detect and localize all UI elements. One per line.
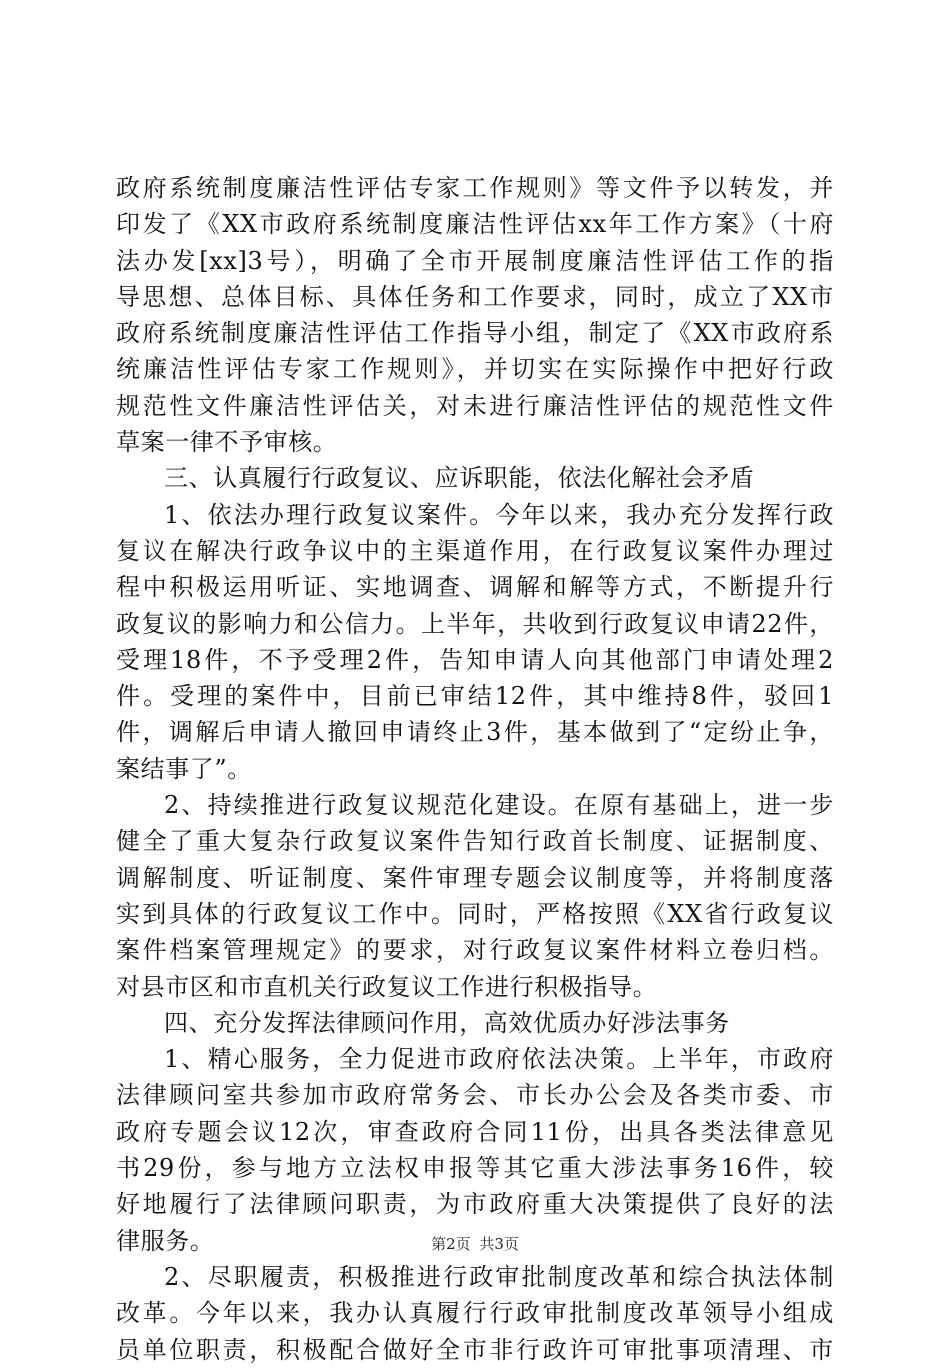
text-line: 法律顾问室共参加市政府常务会、市长办公会及各类市委、市 <box>116 1081 834 1110</box>
text-line: 法办发[xx]3号），明确了全市开展制度廉洁性评估工作的指 <box>116 246 834 275</box>
text-line: 政复议的影响力和公信力。上半年，共收到行政复议申请22件， <box>116 609 834 638</box>
text-line: 员单位职责，积极配合做好全市非行政许可审批事项清理、市 <box>116 1335 834 1364</box>
text-line: 改革。今年以来，我办认真履行行政审批制度改革领导小组成 <box>116 1299 834 1328</box>
text-line: 2、持续推进行政复议规范化建设。在原有基础上，进一步 <box>164 791 834 820</box>
page-number: 第2页 <box>431 1235 471 1253</box>
text-line: 统廉洁性评估专家工作规则》，并切实在实际操作中把好行政 <box>116 355 834 384</box>
text-line: 件。受理的案件中，目前已审结12件，其中维持8件，驳回1 <box>116 682 834 711</box>
section-heading: 三、认真履行行政复议、应诉职能，依法化解社会矛盾 <box>164 464 755 493</box>
text-line: 2、尽职履责，积极推进行政审批制度改革和综合执法体制 <box>164 1262 834 1291</box>
page-footer <box>0 1233 950 1254</box>
text-line: 1、依法办理行政复议案件。今年以来，我办充分发挥行政 <box>164 500 834 529</box>
text-line: 书29份，参与地方立法权申报等其它重大涉法事务16件，较 <box>116 1154 834 1183</box>
text-line: 程中积极运用听证、实地调查、调解和解等方式，不断提升行 <box>116 573 834 602</box>
document-body <box>116 170 834 1368</box>
text-line: 律服务。 <box>116 1226 215 1255</box>
text-line: 案结事了”。 <box>116 754 252 783</box>
text-line: 规范性文件廉洁性评估关，对未进行廉洁性评估的规范性文件 <box>116 391 834 420</box>
text-line: 健全了重大复杂行政复议案件告知行政首长制度、证据制度、 <box>116 827 834 856</box>
section-heading: 四、充分发挥法律顾问作用，高效优质办好涉法事务 <box>164 1008 730 1037</box>
text-line: 件，调解后申请人撤回申请终止3件，基本做到了“定纷止争， <box>116 718 834 747</box>
text-line: 好地履行了法律顾问职责，为市政府重大决策提供了良好的法 <box>116 1190 834 1219</box>
page-total: 共3页 <box>479 1235 519 1253</box>
text-line: 草案一律不予审核。 <box>116 428 338 457</box>
text-line: 复议在解决行政争议中的主渠道作用，在行政复议案件办理过 <box>116 536 834 565</box>
text-line: 对县市区和市直机关行政复议工作进行积极指导。 <box>116 972 658 1001</box>
text-line: 导思想、总体目标、具体任务和工作要求，同时，成立了XX市 <box>116 282 834 311</box>
text-line: 调解制度、听证制度、案件审理专题会议制度等，并将制度落 <box>116 863 834 892</box>
text-line: 政府系统制度廉洁性评估专家工作规则》等文件予以转发，并 <box>116 174 834 202</box>
text-line: 1、精心服务，全力促进市政府依法决策。上半年，市政府 <box>164 1045 834 1074</box>
text-line: 印发了《XX市政府系统制度廉洁性评估xx年工作方案》（十府 <box>116 210 834 239</box>
text-line: 实到具体的行政复议工作中。同时，严格按照《XX省行政复议 <box>116 899 834 928</box>
text-line: 案件档案管理规定》的要求，对行政复议案件材料立卷归档。 <box>116 936 834 965</box>
text-line: 政府系统制度廉洁性评估工作指导小组，制定了《XX市政府系 <box>116 319 834 348</box>
text-line: 受理18件，不予受理2件，告知申请人向其他部门申请处理2 <box>116 645 834 674</box>
text-line: 政府专题会议12次，审查政府合同11份，出具各类法律意见 <box>116 1117 834 1146</box>
